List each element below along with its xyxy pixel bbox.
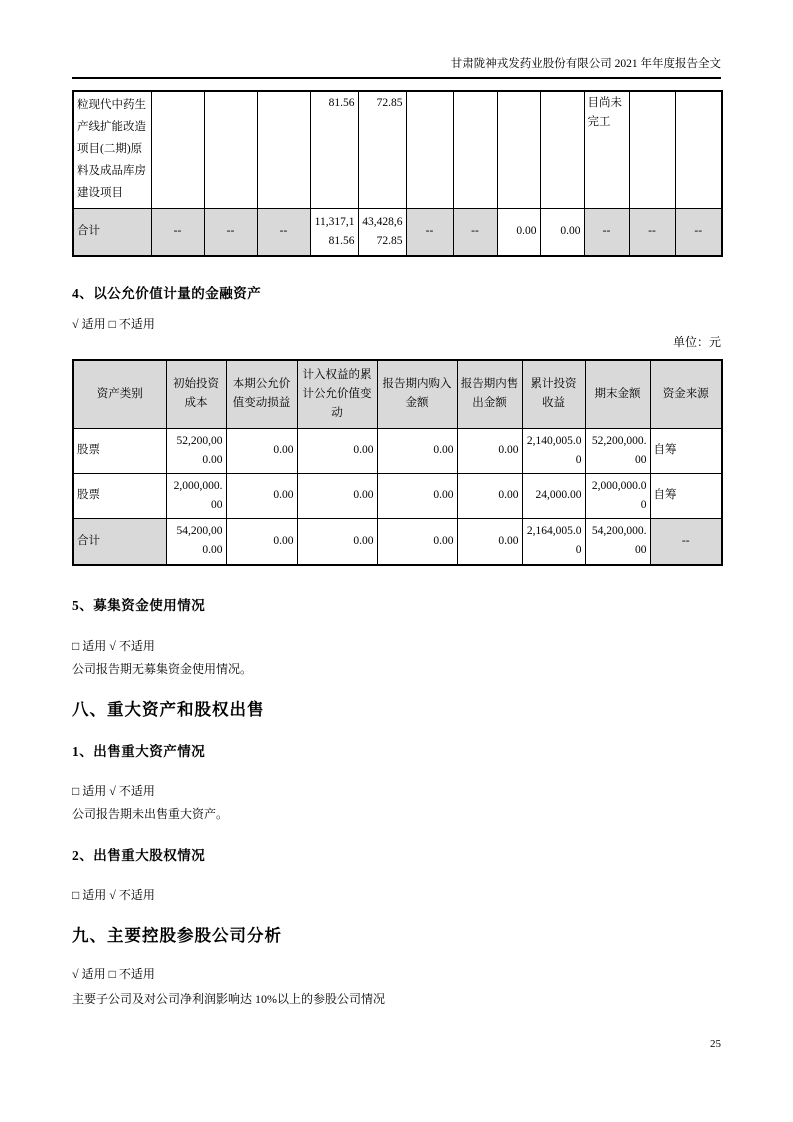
total-cell: --	[629, 208, 675, 256]
column-header: 初始投资成本	[166, 360, 226, 428]
empty-cell	[151, 91, 204, 208]
total-cell: --	[406, 208, 453, 256]
amount-cell: 0.00	[226, 473, 297, 518]
empty-cell	[257, 91, 310, 208]
project-total-row	[73, 208, 722, 256]
section-5-note: 公司报告期无募集资金使用情况。	[72, 662, 253, 676]
section-4-heading: 4、以公允价值计量的金融资产	[72, 286, 262, 301]
section-8-1-heading: 1、出售重大资产情况	[72, 744, 206, 759]
amount-cell: 0.00	[226, 518, 297, 565]
project-amount-cell: 72.85	[358, 91, 406, 208]
column-header: 资产类别	[73, 360, 166, 428]
total-cell: --	[650, 518, 722, 565]
amount-cell: 0.00	[457, 473, 522, 518]
funding-source-cell: 自筹	[650, 428, 722, 473]
project-status-cell: 目尚未完工	[584, 91, 629, 208]
column-header: 资金来源	[650, 360, 722, 428]
project-name-cell: 粒现代中药生产线扩能改造项目(二期)原料及成品库房建设项目	[73, 91, 151, 208]
total-cell: --	[675, 208, 722, 256]
column-header: 报告期内售出金额	[457, 360, 522, 428]
empty-cell	[540, 91, 584, 208]
amount-cell: 0.00	[457, 518, 522, 565]
empty-cell	[497, 91, 540, 208]
column-header: 累计投资收益	[522, 360, 585, 428]
asset-row	[73, 428, 722, 473]
total-cell: --	[453, 208, 497, 256]
column-header: 本期公允价值变动损益	[226, 360, 297, 428]
amount-cell: 0.00	[377, 518, 457, 565]
section-9-heading: 九、主要控股参股公司分析	[72, 926, 282, 945]
asset-type-cell: 股票	[73, 473, 166, 518]
asset-type-cell: 股票	[73, 428, 166, 473]
amount-cell: 2,164,005.00	[522, 518, 585, 565]
total-label-cell: 合计	[73, 518, 166, 565]
amount-cell: 0.00	[297, 428, 377, 473]
amount-cell: 2,000,000.00	[166, 473, 226, 518]
amount-cell: 52,200,000.00	[585, 428, 650, 473]
section-9-applicability: √ 适用 □ 不适用	[72, 967, 155, 981]
empty-cell	[406, 91, 453, 208]
header-divider	[72, 77, 721, 79]
page-number: 25	[710, 1038, 721, 1050]
total-label-cell: 合计	[73, 208, 151, 256]
asset-row	[73, 473, 722, 518]
empty-cell	[629, 91, 675, 208]
empty-cell	[675, 91, 722, 208]
column-header: 报告期内购入金额	[377, 360, 457, 428]
amount-cell: 54,200,000.00	[166, 518, 226, 565]
asset-total-row	[73, 518, 722, 565]
amount-cell: 2,140,005.00	[522, 428, 585, 473]
total-cell: --	[257, 208, 310, 256]
amount-cell: 0.00	[377, 428, 457, 473]
section-5-heading: 5、募集资金使用情况	[72, 598, 206, 613]
column-header: 期末金额	[585, 360, 650, 428]
section-5-applicability: □ 适用 √ 不适用	[72, 639, 155, 653]
amount-cell: 0.00	[457, 428, 522, 473]
total-cell: --	[204, 208, 257, 256]
amount-cell: 0.00	[297, 473, 377, 518]
total-cell: --	[151, 208, 204, 256]
amount-cell: 0.00	[226, 428, 297, 473]
fair-value-assets-table	[72, 359, 723, 566]
column-header: 计入权益的累计公允价值变动	[297, 360, 377, 428]
amount-cell: 52,200,000.00	[166, 428, 226, 473]
total-cell: --	[584, 208, 629, 256]
amount-cell: 2,000,000.00	[585, 473, 650, 518]
section-8-2-applicability: □ 适用 √ 不适用	[72, 888, 155, 902]
total-amount-cell: 43,428,672.85	[358, 208, 406, 256]
project-row	[73, 91, 722, 208]
total-amount-cell: 11,317,181.56	[310, 208, 358, 256]
amount-cell: 0.00	[297, 518, 377, 565]
total-amount-cell: 0.00	[540, 208, 584, 256]
section-8-1-note: 公司报告期未出售重大资产。	[72, 807, 229, 821]
funding-source-cell: 自筹	[650, 473, 722, 518]
section-9-note: 主要子公司及对公司净利润影响达 10%以上的参股公司情况	[72, 992, 385, 1006]
unit-label: 单位：元	[672, 335, 721, 349]
total-amount-cell: 0.00	[497, 208, 540, 256]
project-investment-table	[72, 90, 723, 257]
section-8-1-applicability: □ 适用 √ 不适用	[72, 784, 155, 798]
amount-cell: 54,200,000.00	[585, 518, 650, 565]
fair-value-header-row	[73, 360, 722, 428]
amount-cell: 24,000.00	[522, 473, 585, 518]
project-amount-cell: 81.56	[310, 91, 358, 208]
amount-cell: 0.00	[377, 473, 457, 518]
empty-cell	[204, 91, 257, 208]
empty-cell	[453, 91, 497, 208]
section-4-applicability: √ 适用 □ 不适用	[72, 317, 155, 331]
section-8-heading: 八、重大资产和股权出售	[72, 700, 265, 719]
section-8-2-heading: 2、出售重大股权情况	[72, 848, 206, 863]
page-header-title: 甘肃陇神戎发药业股份有限公司 2021 年年度报告全文	[450, 58, 721, 70]
